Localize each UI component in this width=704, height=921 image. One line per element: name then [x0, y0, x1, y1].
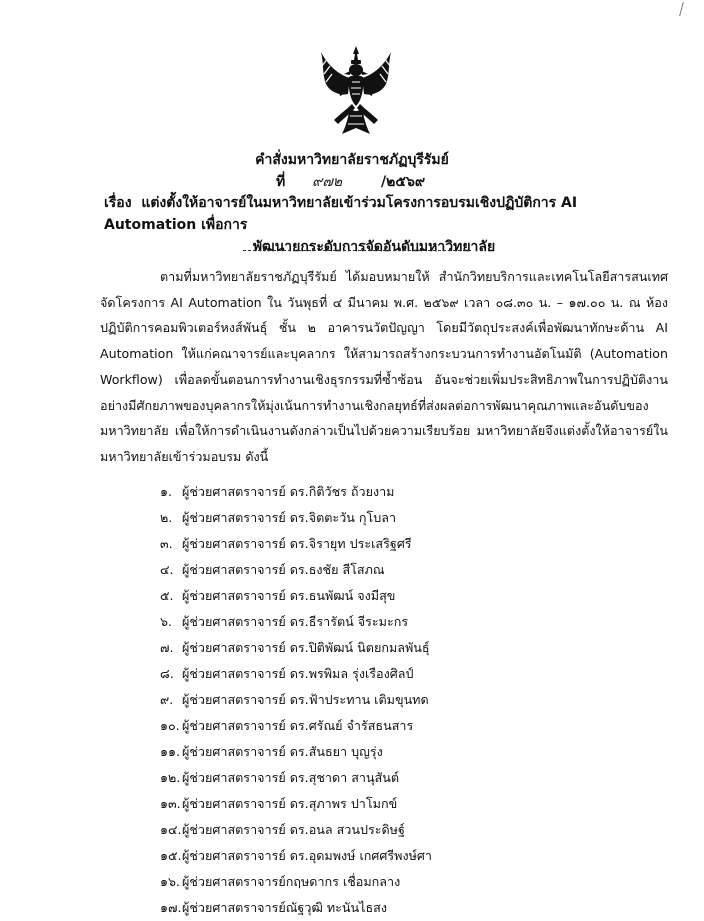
subject-line-2: พัฒนายกระดับการจัดอันดับมหาวิทยาลัย [252, 239, 496, 255]
list-item [160, 583, 432, 609]
list-item [160, 765, 432, 791]
subject [104, 192, 664, 258]
order-number-label: ที่ [276, 174, 286, 190]
list-item-name: ผู้ช่วยศาสตราจารย์ ดร.ธงชัย สีโสภณ [182, 562, 385, 577]
list-item-number: ๑๕. [160, 848, 182, 863]
list-item [160, 687, 432, 713]
list-item-name: ผู้ช่วยศาสตราจารย์ ดร.ศรัณย์ จำรัสธนสาร [182, 718, 414, 733]
list-item-number: ๑๐. [160, 718, 180, 733]
order-number-value: ๙๗๒ [312, 174, 343, 190]
list-item-name: ผู้ช่วยศาสตราจารย์ณัฐวุฒิ ทะนันไธสง [182, 900, 387, 915]
list-item-name: ผู้ช่วยศาสตราจารย์ ดร.ธีรารัตน์ จีระมะกร [182, 614, 409, 629]
list-item [160, 557, 432, 583]
list-item-name: ผู้ช่วยศาสตราจารย์ ดร.อุดมพงษ์ เกศศรีพงษ์ศา [182, 848, 432, 863]
list-item-name: ผู้ช่วยศาสตราจารย์ ดร.กิติวัชร ถ้วยงาม [182, 484, 395, 499]
scan-mark [679, 2, 692, 16]
garuda-emblem-icon [318, 44, 394, 136]
list-item-number: ๕. [160, 588, 174, 603]
list-item [160, 505, 432, 531]
list-item-name: ผู้ช่วยศาสตราจารย์ ดร.ธนพัฒน์ จงมีสุข [182, 588, 396, 603]
subject-label: เรื่อง [104, 195, 132, 211]
list-item [160, 791, 432, 817]
list-item [160, 739, 432, 765]
participant-list [160, 479, 432, 921]
list-item-name: ผู้ช่วยศาสตราจารย์ ดร.จิตตะวัน กุโบลา [182, 510, 397, 525]
subject-line-1: แต่งตั้งให้อาจารย์ในมหาวิทยาลัยเข้าร่วมโครงการอบรมเชิงปฏิบัติการ AI Automation เพื่อการ [104, 195, 578, 233]
list-item-number: ๙. [160, 692, 174, 707]
list-item-number: ๗. [160, 640, 174, 655]
list-item [160, 479, 432, 505]
list-item-name: ผู้ช่วยศาสตราจารย์ ดร.อนล สวนประดิษฐ์ [182, 822, 405, 837]
list-item [160, 817, 432, 843]
list-item [160, 895, 432, 921]
order-number [276, 171, 425, 193]
list-item-number: ๒. [160, 510, 173, 525]
list-item-name: ผู้ช่วยศาสตราจารย์ ดร.จิรายุท ประเสริฐศรี [182, 536, 412, 551]
list-item-name: ผู้ช่วยศาสตราจารย์กฤษดากร เชื่อมกลาง [182, 874, 401, 889]
order-year: /๒๕๖๙ [381, 174, 426, 190]
list-item-number: ๖. [160, 614, 172, 629]
body-paragraph: ตามที่มหาวิทยาลัยราชภัฏบุรีรัมย์ ได้มอบหมายให้ สำนักวิทยบริการและเทคโนโลยีสารสนเทศ จัดโครงการ AI Automation ใน วันพุธที่ ๔ มีนาคม พ.ศ. ๒๕๖๙ เวลา ๐๘.๓๐ น. – ๑๗.๐๐ น. ณ ห้องปฏิบัติการคอมพิวเตอร์หงส์พันธุ์ ชั้น ๒ อาคารนวัตปัญญา โดยมีวัตถุประสงค์เพื่อพัฒนาทักษะด้าน AI Automation ให้แก่คณาจารย์และบุคลากร ให้สามารถสร้างกระบวนการทำงานอัตโนมัติ (Automation Workflow) เพื่อลดขั้นตอนการทำงานเชิงธุรกรรมที่ซ้ำซ้อน อันจะช่วยเพิ่มประสิทธิภาพในการปฏิบัติงานอย่างมีศักยภาพของบุคลากรให้มุ่งเน้นการทำงานเชิงกลยุทธ์ที่ส่งผลต่อการพัฒนาคุณภาพและอันดับของมหาวิทยาลัย เพื่อให้การดำเนินงานดังกล่าวเป็นไปด้วยความเรียบร้อย มหาวิทยาลัยจึงแต่งตั้งให้อาจารย์ในมหาวิทยาลัยเข้าร่วมอบรม ดังนี้ [100, 269, 668, 464]
list-item-name: ผู้ช่วยศาสตราจารย์ ดร.สุชาดา สานุสันต์ [182, 770, 400, 785]
list-item-name: ผู้ช่วยศาสตราจารย์ ดร.พรพิมล รุ่งเรืองศิลป์ [182, 666, 414, 681]
list-item [160, 661, 432, 687]
list-item [160, 843, 432, 869]
list-item [160, 531, 432, 557]
list-item [160, 609, 432, 635]
list-item-number: ๑๖. [160, 874, 180, 889]
list-item-number: ๔. [160, 562, 174, 577]
list-item-number: ๓. [160, 536, 173, 551]
body-text [100, 264, 668, 470]
divider [243, 250, 471, 251]
list-item [160, 869, 432, 895]
list-item-number: ๑๓. [160, 796, 181, 811]
list-item-number: ๑๑. [160, 744, 180, 759]
list-item-name: ผู้ช่วยศาสตราจารย์ ดร.ปิติพัฒน์ นิตยกมลพันธุ์ [182, 640, 430, 655]
list-item [160, 635, 432, 661]
list-item-number: ๑. [160, 484, 172, 499]
list-item-name: ผู้ช่วยศาสตราจารย์ ดร.สันธยา บุญรุ่ง [182, 744, 383, 759]
order-title: คำสั่งมหาวิทยาลัยราชภัฏบุรีรัมย์ [255, 152, 449, 168]
list-item-number: ๑๒. [160, 770, 181, 785]
list-item [160, 713, 432, 739]
list-item-number: ๘. [160, 666, 174, 681]
list-item-name: ผู้ช่วยศาสตราจารย์ ดร.ฟ้าประทาน เติมขุนทด [182, 692, 429, 707]
list-item-number: ๑๗. [160, 900, 182, 915]
list-item-number: ๑๔. [160, 822, 182, 837]
list-item-name: ผู้ช่วยศาสตราจารย์ ดร.สุภาพร ปาโมกข์ [182, 796, 398, 811]
